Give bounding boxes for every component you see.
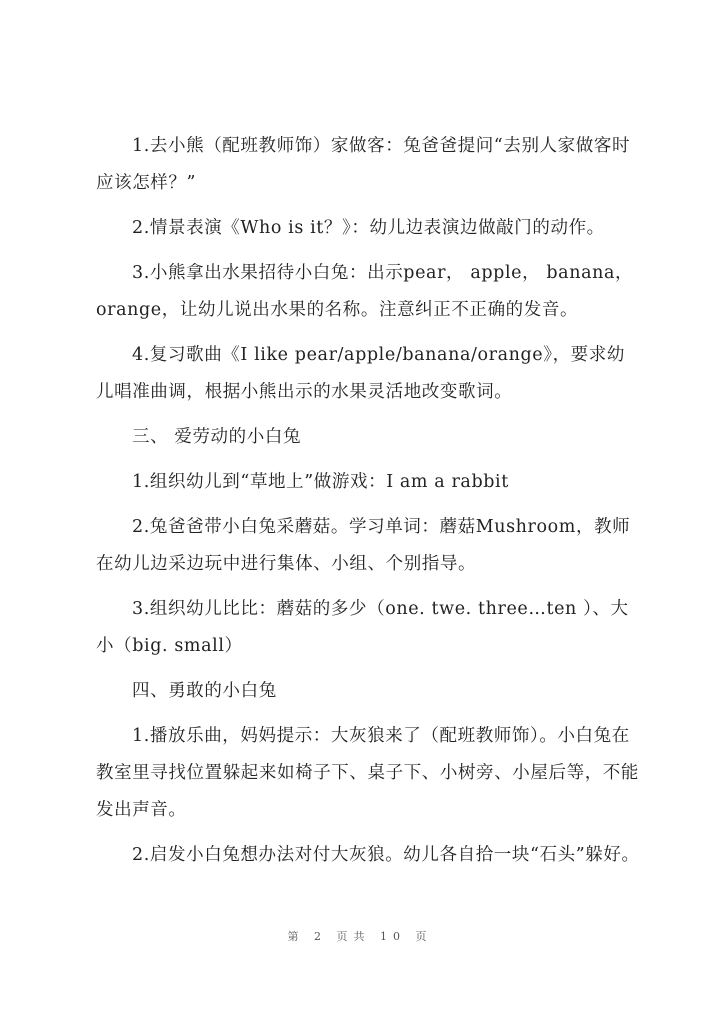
section-heading-hardworking-rabbit: 三、 爱劳动的小白兔 bbox=[132, 427, 302, 447]
paragraph-review-song: 4.复习歌曲《I like pear/apple/banana/orange》，要求幼儿唱准曲调，根据小熊出示的水果灵活地改变歌词。 bbox=[96, 345, 625, 402]
section-heading-brave-rabbit: 四、勇敢的小白兔 bbox=[132, 681, 277, 701]
paragraph-wolf-coming: 1.播放乐曲，妈妈提示：大灰狼来了（配班教师饰）。小白兔在教室里寻找位置躲起来如椅子下、桌子下、小树旁、小屋后等，不能发出声音。 bbox=[96, 726, 639, 820]
page-number-footer: 第 2 页共 10 页 bbox=[287, 930, 433, 943]
paragraph-compare-mushrooms: 3.组织幼儿比比：蘑菇的多少（one. twe. three…ten ）、大小（big. small） bbox=[96, 599, 629, 656]
paragraph-fruit-names: 3.小熊拿出水果招待小白兔：出示pear， apple， banana， orange，让幼儿说出水果的名称。注意纠正不正确的发音。 bbox=[96, 263, 634, 320]
paragraph-deal-with-wolf: 2.启发小白兔想办法对付大灰狼。幼儿各自拾一块“石头”躲好。 bbox=[132, 845, 640, 865]
document-body bbox=[96, 128, 641, 882]
paragraph-pick-mushrooms: 2.兔爸爸带小白兔采蘑菇。学习单词：蘑菇Mushroom，教师在幼儿边采边玩中进行集体、小组、个别指导。 bbox=[96, 517, 631, 574]
paragraph-role-play: 2.情景表演《Who is it？》：幼儿边表演边做敲门的动作。 bbox=[132, 218, 605, 238]
paragraph-visit-bear: 1.去小熊（配班教师饰）家做客：兔爸爸提问“去别人家做客时应该怎样？” bbox=[96, 136, 631, 193]
paragraph-grass-game: 1.组织幼儿到“草地上”做游戏：I am a rabbit bbox=[132, 472, 509, 492]
